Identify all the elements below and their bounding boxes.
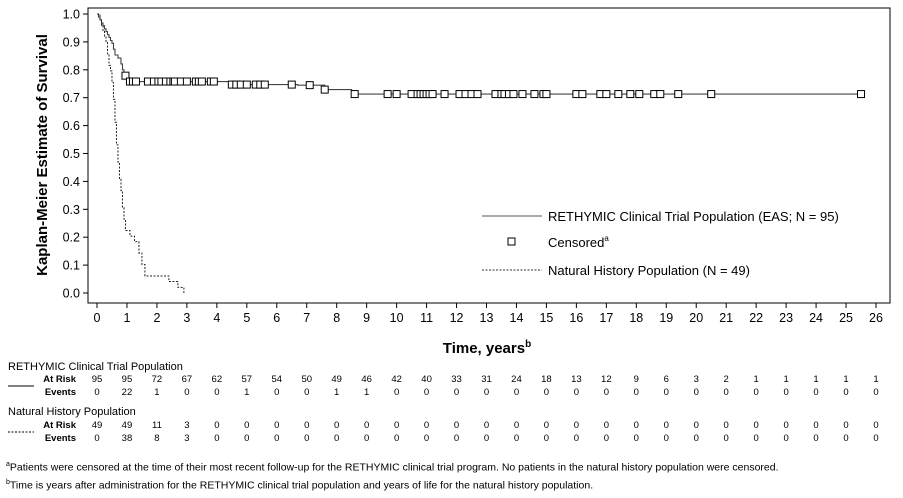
x-tick-label: 8 <box>333 311 341 325</box>
events-value: 0 <box>94 387 100 398</box>
x-tick-label: 10 <box>389 311 404 325</box>
censored-marker <box>198 78 205 85</box>
x-tick-label: 26 <box>869 311 883 325</box>
events-value: 1 <box>244 387 250 398</box>
events-value: 0 <box>274 387 280 398</box>
events-value: 0 <box>214 387 220 398</box>
x-tick-label: 24 <box>809 311 824 325</box>
x-tick-label: 20 <box>689 311 704 325</box>
events-value: 0 <box>513 387 520 398</box>
events-value: 0 <box>393 433 400 444</box>
events-value: 8 <box>154 433 160 444</box>
at-risk-value: 49 <box>331 374 342 385</box>
y-tick-label: 0.1 <box>62 258 80 273</box>
events-value: 0 <box>334 433 340 444</box>
x-tick-label: 3 <box>183 311 191 325</box>
y-tick-label: 0.0 <box>62 286 80 301</box>
censored-marker <box>636 91 643 98</box>
events-value: 1 <box>334 387 340 398</box>
at-risk-value: 3 <box>693 374 699 385</box>
at-risk-value: 50 <box>301 374 313 385</box>
events-value: 0 <box>873 387 879 398</box>
events-value: 0 <box>873 433 879 444</box>
events-value: 0 <box>453 433 460 444</box>
at-risk-value: 1 <box>783 374 789 385</box>
censored-marker <box>261 81 268 88</box>
x-tick-label: 12 <box>449 311 464 325</box>
x-tick-label: 1 <box>123 311 131 325</box>
censored-marker <box>627 91 634 98</box>
censored-marker <box>132 78 139 85</box>
at-risk-value: 9 <box>633 374 639 385</box>
at-risk-value: 0 <box>813 420 819 431</box>
x-tick-label: 4 <box>213 311 221 325</box>
series-layer <box>97 14 865 293</box>
x-tick-label: 21 <box>719 311 734 325</box>
y-tick-label: 0.9 <box>62 35 80 50</box>
censored-marker <box>288 81 295 88</box>
risk-group-title-natural-history: Natural History Population <box>8 406 136 418</box>
y-tick-label: 0.4 <box>62 174 80 189</box>
at-risk-value: 24 <box>511 374 522 385</box>
events-value: 0 <box>753 387 759 398</box>
events-value: 0 <box>603 387 609 398</box>
at-risk-value: 46 <box>361 374 372 385</box>
events-value: 0 <box>483 433 490 444</box>
events-value: 0 <box>274 433 280 444</box>
at-risk-value: 31 <box>481 374 492 385</box>
at-risk-value: 1 <box>753 374 759 385</box>
censored-marker <box>474 91 481 98</box>
events-value: 0 <box>633 387 639 398</box>
at-risk-value: 2 <box>723 374 729 385</box>
events-value: 22 <box>121 387 133 398</box>
events-value: 0 <box>513 433 520 444</box>
x-tick-label: 0 <box>93 311 101 325</box>
at-risk-value: 13 <box>571 374 582 385</box>
x-tick-label: 19 <box>659 311 674 325</box>
events-value: 1 <box>154 387 160 398</box>
censored-marker <box>675 91 682 98</box>
legend <box>482 209 839 278</box>
at-risk-value: 72 <box>151 374 163 385</box>
censored-marker <box>210 78 217 85</box>
at-risk-value: 33 <box>451 374 462 385</box>
at-risk-value: 6 <box>663 374 669 385</box>
x-tick-label: 25 <box>839 311 853 325</box>
events-value: 0 <box>573 433 580 444</box>
at-risk-value: 0 <box>304 420 310 431</box>
legend-label-censored: Censored$^a$ <box>548 234 609 250</box>
y-tick-label: 0.8 <box>62 63 80 78</box>
events-value: 0 <box>304 433 310 444</box>
censored-marker <box>519 91 526 98</box>
x-tick-label: 22 <box>749 311 764 325</box>
events-value: 0 <box>364 433 370 444</box>
events-value: 0 <box>843 433 849 444</box>
footnote-b: $^b$Time is years after administration for the RETHYMIC clinical trial population and years of life for the natural history population. <box>6 479 594 492</box>
at-risk-value: 67 <box>181 374 193 385</box>
at-risk-value: 0 <box>603 420 609 431</box>
at-risk-value: 57 <box>241 374 253 385</box>
risk-row-label-events: Events <box>44 433 76 444</box>
events-value: 0 <box>843 387 849 398</box>
censored-marker <box>183 78 190 85</box>
events-value: 0 <box>214 433 220 444</box>
at-risk-value: 95 <box>121 374 133 385</box>
legend-censored-marker <box>508 238 515 245</box>
censored-marker <box>531 91 538 98</box>
events-value: 0 <box>573 387 580 398</box>
at-risk-value: 0 <box>633 420 639 431</box>
censored-marker <box>708 91 715 98</box>
at-risk-value: 0 <box>723 420 729 431</box>
x-tick-label: 5 <box>243 311 251 325</box>
x-tick-label: 15 <box>539 311 554 325</box>
events-value: 0 <box>723 387 729 398</box>
censored-marker <box>543 91 550 98</box>
events-value: 0 <box>723 433 729 444</box>
events-value: 0 <box>813 433 819 444</box>
risk-row-label-events: Events <box>44 387 76 398</box>
censored-marker <box>579 91 586 98</box>
x-tick-label: 14 <box>509 311 524 325</box>
risk-table <box>8 374 879 444</box>
at-risk-value: 62 <box>211 374 223 385</box>
events-value: 0 <box>543 387 550 398</box>
at-risk-value: 0 <box>334 420 340 431</box>
at-risk-value: 0 <box>513 420 520 431</box>
at-risk-value: 0 <box>753 420 759 431</box>
censored-marker <box>441 91 448 98</box>
at-risk-value: 0 <box>783 420 789 431</box>
at-risk-value: 12 <box>601 374 612 385</box>
at-risk-value: 1 <box>813 374 819 385</box>
x-tick-label: 11 <box>420 311 434 325</box>
x-tick-label: 6 <box>273 311 281 325</box>
censored-marker <box>615 91 622 98</box>
censored-marker <box>321 86 328 93</box>
events-value: 0 <box>603 433 609 444</box>
at-risk-value: 1 <box>843 374 849 385</box>
events-value: 0 <box>693 433 699 444</box>
at-risk-value: 0 <box>693 420 699 431</box>
at-risk-value: 0 <box>274 420 280 431</box>
events-value: 0 <box>783 387 789 398</box>
censored-marker <box>243 81 250 88</box>
at-risk-value: 42 <box>391 374 402 385</box>
x-tick-label: 23 <box>779 311 794 325</box>
events-value: 0 <box>453 387 460 398</box>
x-tick-label: 13 <box>479 311 494 325</box>
censored-marker <box>603 91 610 98</box>
risk-row-label-at-risk: At Risk <box>43 374 76 385</box>
x-tick-label: 17 <box>599 311 614 325</box>
at-risk-value: 49 <box>121 420 133 431</box>
at-risk-value: 1 <box>873 374 879 385</box>
at-risk-value: 0 <box>214 420 220 431</box>
plot-frame <box>88 8 890 303</box>
x-tick-label: 7 <box>303 311 311 325</box>
y-tick-label: 0.7 <box>62 91 80 106</box>
at-risk-value: 0 <box>873 420 879 431</box>
censored-marker <box>384 91 391 98</box>
at-risk-value: 11 <box>151 420 162 431</box>
at-risk-value: 0 <box>453 420 460 431</box>
events-value: 0 <box>783 433 789 444</box>
censored-marker <box>858 91 865 98</box>
at-risk-value: 3 <box>184 420 190 431</box>
at-risk-value: 0 <box>573 420 580 431</box>
y-axis <box>63 8 88 301</box>
x-tick-label: 18 <box>629 311 644 325</box>
at-risk-value: 18 <box>541 374 552 385</box>
events-value: 3 <box>184 433 190 444</box>
y-tick-label: 0.3 <box>62 202 80 217</box>
at-risk-value: 49 <box>91 420 103 431</box>
events-value: 0 <box>633 433 639 444</box>
series-natural-history-curve <box>97 14 184 293</box>
y-tick-label: 0.2 <box>62 230 80 245</box>
x-tick-label: 16 <box>569 311 584 325</box>
events-value: 0 <box>423 433 430 444</box>
censored-marker <box>351 91 358 98</box>
x-tick-label: 9 <box>363 311 371 325</box>
events-value: 0 <box>184 387 190 398</box>
censored-marker <box>429 91 436 98</box>
events-value: 0 <box>94 433 100 444</box>
at-risk-value: 0 <box>543 420 550 431</box>
events-value: 0 <box>753 433 759 444</box>
events-value: 0 <box>813 387 819 398</box>
legend-label-natural-history: Natural History Population (N = 49) <box>548 263 750 278</box>
events-value: 0 <box>304 387 310 398</box>
events-value: 0 <box>244 433 250 444</box>
y-tick-label: 0.5 <box>62 147 80 161</box>
x-tick-label: 2 <box>153 311 161 325</box>
y-tick-label: 0.6 <box>62 119 80 134</box>
at-risk-value: 0 <box>364 420 370 431</box>
at-risk-value: 0 <box>423 420 430 431</box>
at-risk-value: 0 <box>244 420 250 431</box>
risk-row-label-at-risk: At Risk <box>43 420 76 431</box>
risk-group-title-rethymic: RETHYMIC Clinical Trial Population <box>8 361 183 373</box>
at-risk-value: 95 <box>91 374 103 385</box>
at-risk-value: 0 <box>393 420 400 431</box>
at-risk-value: 0 <box>663 420 669 431</box>
events-value: 0 <box>663 433 669 444</box>
y-axis-label: Kaplan-Meier Estimate of Survival <box>34 34 51 276</box>
censored-marker <box>393 91 400 98</box>
censored-marker <box>306 82 313 89</box>
events-value: 0 <box>483 387 490 398</box>
x-axis <box>94 303 883 325</box>
legend-label-rethymic: RETHYMIC Clinical Trial Population (EAS; N = 95) <box>548 209 839 224</box>
at-risk-value: 40 <box>421 374 432 385</box>
events-value: 0 <box>423 387 430 398</box>
events-value: 0 <box>393 387 400 398</box>
censored-marker <box>510 91 517 98</box>
events-value: 0 <box>543 433 550 444</box>
events-value: 1 <box>364 387 370 398</box>
censored-marker <box>657 91 664 98</box>
at-risk-value: 54 <box>271 374 283 385</box>
x-axis-label: Time, years$^b$ <box>442 339 532 357</box>
at-risk-value: 0 <box>843 420 849 431</box>
events-value: 0 <box>663 387 669 398</box>
events-value: 0 <box>693 387 699 398</box>
y-tick-label: 1.0 <box>62 7 80 22</box>
at-risk-value: 0 <box>483 420 490 431</box>
events-value: 38 <box>121 433 133 444</box>
footnote-a: $^a$Patients were censored at the time of their most recent follow-up for the RETHYMIC clinical trial program. No patients in the natural history population were censored. <box>6 461 779 474</box>
